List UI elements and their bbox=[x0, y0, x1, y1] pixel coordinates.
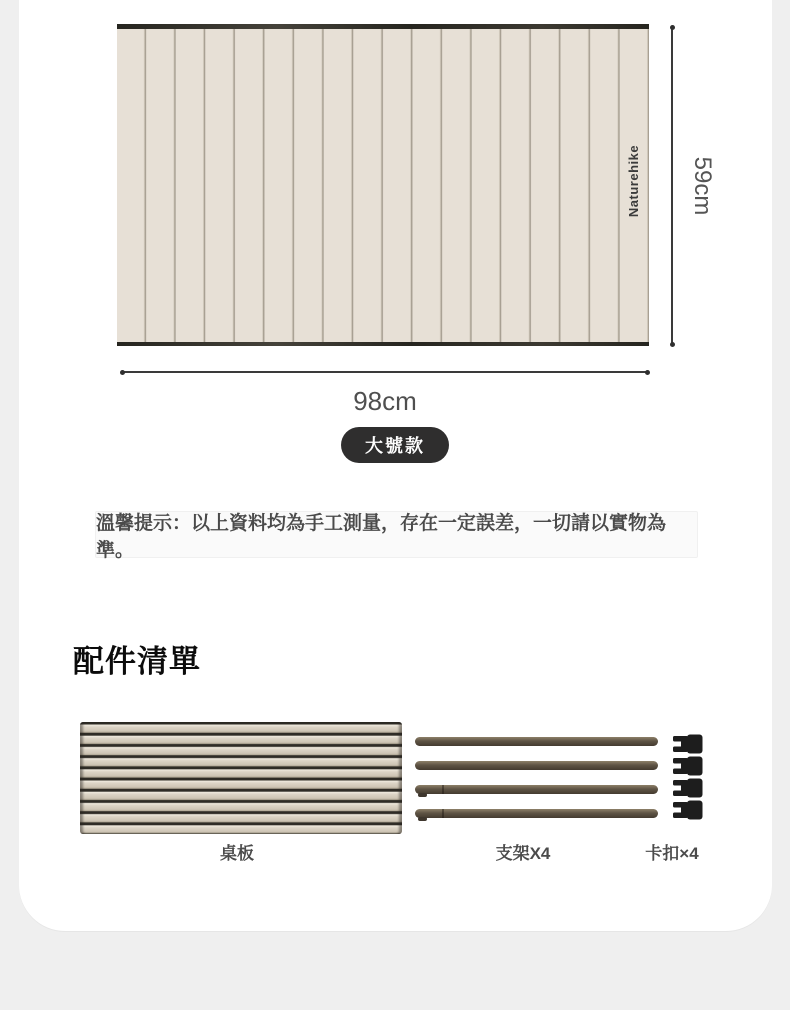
dimension-dot bbox=[645, 370, 650, 375]
clip-icon bbox=[672, 800, 703, 820]
section-title-parts-list: 配件清單 bbox=[73, 644, 201, 679]
pole-icon bbox=[415, 761, 658, 770]
brand-text: Naturehike bbox=[626, 144, 641, 218]
height-dimension-line bbox=[671, 27, 673, 345]
dimension-rule bbox=[122, 371, 648, 373]
clip-icon bbox=[672, 778, 703, 798]
part-label-poles: 支架X4 bbox=[495, 844, 551, 863]
dimension-dot bbox=[670, 25, 675, 30]
product-detail-card bbox=[19, 0, 772, 931]
dimension-rule bbox=[671, 27, 673, 345]
part-label-board: 桌板 bbox=[220, 844, 254, 863]
pole-icon bbox=[415, 809, 658, 818]
folded-tabletop-image bbox=[80, 722, 402, 834]
dimension-dot bbox=[120, 370, 125, 375]
pole-icon bbox=[415, 785, 658, 794]
width-dimension-line bbox=[122, 371, 648, 373]
height-dimension-label: 59cm bbox=[689, 156, 716, 216]
part-label-clips: 卡扣×4 bbox=[645, 844, 699, 863]
dimension-dot bbox=[670, 342, 675, 347]
measurement-disclaimer: 溫馨提示：以上資料均為手工測量，存在一定誤差，一切請以實物為準。 bbox=[95, 511, 698, 558]
tabletop-image bbox=[117, 25, 649, 345]
width-dimension-label: 98cm bbox=[353, 386, 417, 416]
pole-icon bbox=[415, 737, 658, 746]
clip-icon bbox=[672, 756, 703, 776]
clip-icon bbox=[672, 734, 703, 754]
size-badge: 大號款 bbox=[341, 427, 449, 463]
